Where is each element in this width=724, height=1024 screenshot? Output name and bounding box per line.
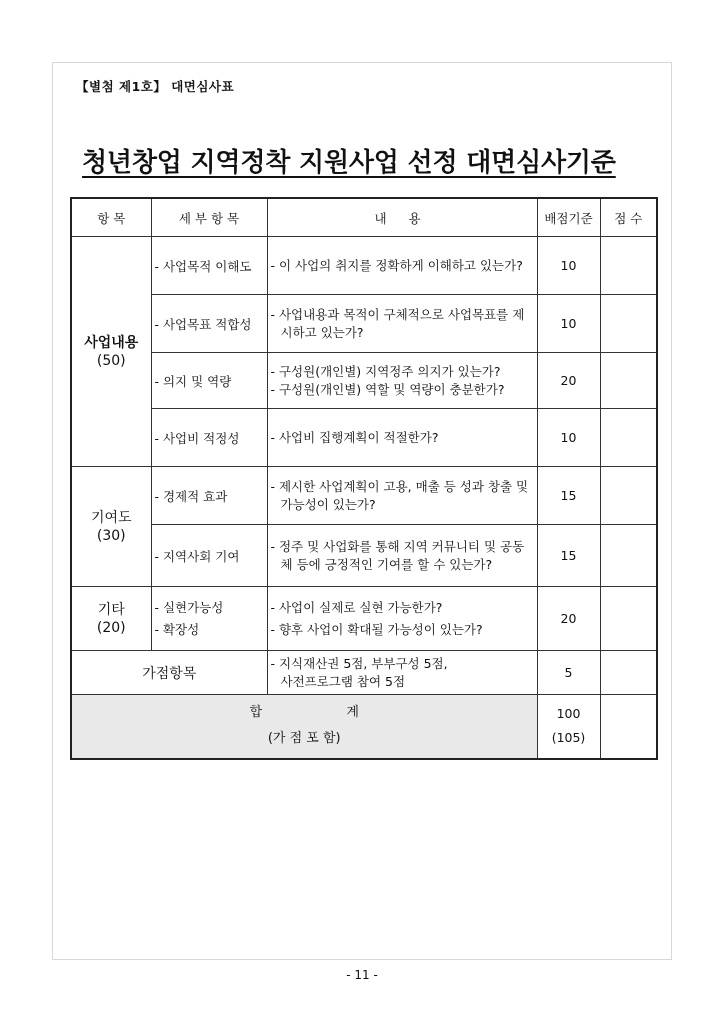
allocation-cell: 15 <box>537 467 600 525</box>
content-text: - 사업이 실제로 실현 가능한가? <box>270 599 443 615</box>
content-cell <box>267 587 537 651</box>
sub-item-cell <box>151 353 267 409</box>
allocation-cell: 15 <box>537 525 600 587</box>
bonus-label: 가점항목 <box>71 651 267 695</box>
content-cell <box>267 409 537 467</box>
content-text: - 사업비 집행계획이 적절한가? <box>270 429 439 445</box>
sub-item-text: - 의지 및 역량 <box>154 373 232 389</box>
total-row <box>71 695 657 759</box>
content-text: - 이 사업의 취지를 정확하게 이해하고 있는가? <box>270 257 523 273</box>
sub-item-text: - 경제적 효과 <box>154 488 228 504</box>
table-row <box>71 295 657 353</box>
content-text: 사전프로그램 참여 5점 <box>280 673 406 689</box>
score-input-cell[interactable] <box>600 409 657 467</box>
content-text: - 사업내용과 목적이 구체적으로 사업목표를 제시하고 있는가? <box>270 306 525 340</box>
sub-item-cell <box>151 525 267 587</box>
total-score-input-cell[interactable] <box>600 695 657 759</box>
sub-item-cell <box>151 295 267 353</box>
total-value-with-bonus: (105) <box>551 730 586 746</box>
header-score: 점 수 <box>600 198 657 237</box>
category-points: (30) <box>96 527 126 544</box>
evaluation-table <box>70 197 658 760</box>
sub-item-cell <box>151 409 267 467</box>
sub-item-cell <box>151 237 267 295</box>
sub-item-text: - 지역사회 기여 <box>154 548 240 564</box>
category-cell <box>71 467 151 587</box>
sub-item-text: - 사업목적 이해도 <box>154 258 252 274</box>
allocation-cell: 10 <box>537 237 600 295</box>
content-text: - 구성원(개인별) 역할 및 역량이 충분한가? <box>270 381 505 397</box>
category-name: 기여도 <box>90 509 132 526</box>
header-sub-item: 세 부 항 목 <box>151 198 267 237</box>
header-allocation: 배점기준 <box>537 198 600 237</box>
content-text: - 정주 및 사업화를 통해 지역 커뮤니티 및 공동체 등에 긍정적인 기여를 할 수 있는가? <box>270 538 525 572</box>
table-row <box>71 587 657 651</box>
category-points: (20) <box>96 619 126 636</box>
document-title: 청년창업 지역정착 지원사업 선정 대면심사기준 <box>82 148 616 178</box>
category-points: (50) <box>96 352 126 369</box>
table-row <box>71 467 657 525</box>
page-number: - 11 - <box>346 968 378 982</box>
sub-item-cell <box>151 587 267 651</box>
score-input-cell[interactable] <box>600 525 657 587</box>
category-name: 기타 <box>97 601 125 618</box>
content-text: - 구성원(개인별) 지역정주 의지가 있는가? <box>270 363 501 379</box>
sub-item-text: - 사업목표 적합성 <box>154 316 252 332</box>
sub-item-cell <box>151 467 267 525</box>
category-cell <box>71 237 151 467</box>
total-label-cell <box>71 695 537 759</box>
table-row <box>71 525 657 587</box>
score-input-cell[interactable] <box>600 587 657 651</box>
bonus-row <box>71 651 657 695</box>
score-input-cell[interactable] <box>600 651 657 695</box>
content-cell <box>267 353 537 409</box>
score-input-cell[interactable] <box>600 237 657 295</box>
category-name: 사업내용 <box>84 334 139 351</box>
content-text: - 제시한 사업계획이 고용, 매출 등 성과 창출 및 가능성이 있는가? <box>270 478 529 512</box>
score-input-cell[interactable] <box>600 353 657 409</box>
header-content: 내 용 <box>267 198 537 237</box>
allocation-cell: 10 <box>537 295 600 353</box>
sub-item-text: - 확장성 <box>154 621 200 637</box>
score-input-cell[interactable] <box>600 467 657 525</box>
attachment-label: 【별첨 제1호】 대면심사표 <box>76 79 235 94</box>
category-cell <box>71 587 151 651</box>
table-header-row <box>71 198 657 237</box>
content-text: - 지식재산권 5점, 부부구성 5점, <box>270 655 448 671</box>
sub-item-text: - 사업비 적정성 <box>154 430 240 446</box>
allocation-cell: 10 <box>537 409 600 467</box>
total-sublabel: (가 점 포 함) <box>267 731 341 747</box>
content-cell <box>267 525 537 587</box>
allocation-cell: 20 <box>537 587 600 651</box>
content-cell <box>267 295 537 353</box>
total-value: 100 <box>556 706 581 722</box>
content-cell <box>267 467 537 525</box>
content-cell <box>267 237 537 295</box>
sub-item-text: - 실현가능성 <box>154 599 224 615</box>
table-row <box>71 409 657 467</box>
score-input-cell[interactable] <box>600 295 657 353</box>
bonus-allocation-cell: 5 <box>537 651 600 695</box>
allocation-cell: 20 <box>537 353 600 409</box>
header-category: 항 목 <box>71 198 151 237</box>
total-label: 합 계 <box>249 705 399 721</box>
content-text: - 향후 사업이 확대될 가능성이 있는가? <box>270 621 483 637</box>
table-row <box>71 353 657 409</box>
table-row <box>71 237 657 295</box>
total-allocation-cell <box>537 695 600 759</box>
bonus-content-cell <box>267 651 537 695</box>
